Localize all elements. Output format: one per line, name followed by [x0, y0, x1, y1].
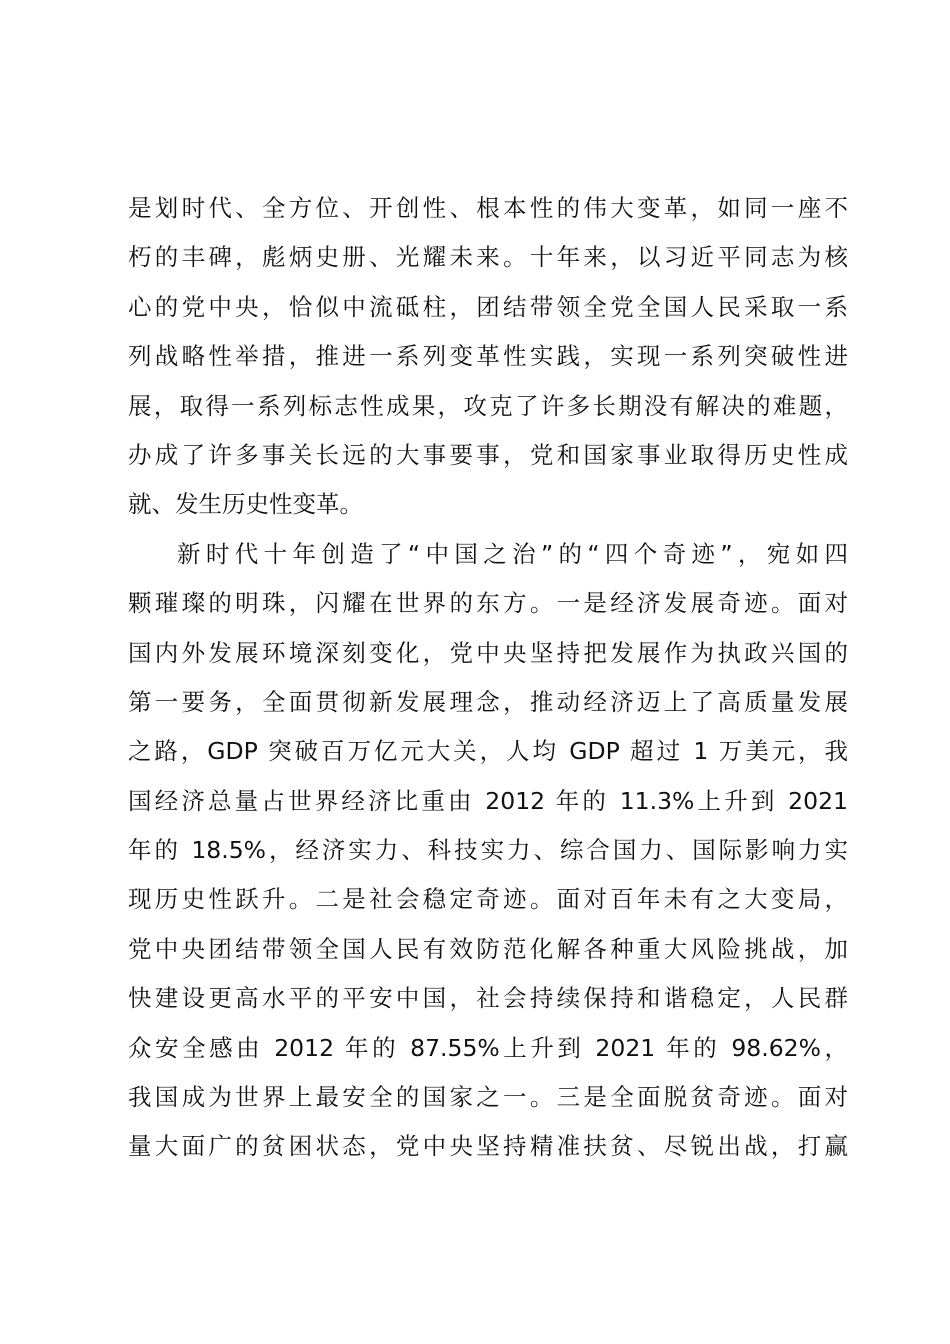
text-line: 办成了许多事关长远的大事要事，党和国家事业取得历史性成: [128, 440, 848, 469]
text-line: 现历史性跃升。二是社会稳定奇迹。面对百年未有之大变局，: [128, 885, 848, 914]
text-line: 党中央团结带领全国人民有效防范化解各种重大风险挑战，加: [128, 934, 848, 963]
text-line: 列战略性举措，推进一系列变革性实践，实现一系列突破性进: [128, 342, 848, 371]
text-line: 年的 18.5%，经济实力、科技实力、综合国力、国际影响力实: [128, 836, 848, 865]
text-line: 朽的丰碑，彪炳史册、光耀未来。十年来，以习近平同志为核: [128, 243, 848, 272]
text-line: 第一要务，全面贯彻新发展理念，推动经济迈上了高质量发展: [128, 687, 848, 716]
text-line: 量大面广的贫困状态，党中央坚持精准扶贫、尽锐出战，打赢: [128, 1132, 848, 1161]
paragraph-first-line: 新时代十年创造了“中国之治”的“四个奇迹”，宛如四: [177, 539, 848, 568]
body-text: [128, 184, 848, 1172]
text-line: 就、发生历史性变革。: [128, 490, 363, 519]
text-line: 颗璀璨的明珠，闪耀在世界的东方。一是经济发展奇迹。面对: [128, 589, 848, 618]
text-line: 国经济总量占世界经济比重由 2012 年的 11.3%上升到 2021: [128, 786, 848, 815]
text-line: 快建设更高水平的平安中国，社会持续保持和谐稳定，人民群: [128, 984, 848, 1013]
text-line: 展，取得一系列标志性成果，攻克了许多长期没有解决的难题，: [128, 391, 848, 420]
text-line: 我国成为世界上最安全的国家之一。三是全面脱贫奇迹。面对: [128, 1083, 848, 1112]
text-line: 心的党中央，恰似中流砥柱，团结带领全党全国人民采取一系: [128, 292, 848, 321]
text-line: 众安全感由 2012 年的 87.55%上升到 2021 年的 98.62%，: [128, 1033, 848, 1062]
text-line: 之路，GDP 突破百万亿元大关，人均 GDP 超过 1 万美元，我: [128, 737, 848, 766]
text-line: 国内外发展环境深刻变化，党中央坚持把发展作为执政兴国的: [128, 638, 848, 667]
text-line: 是划时代、全方位、开创性、根本性的伟大变革，如同一座不: [128, 194, 848, 222]
